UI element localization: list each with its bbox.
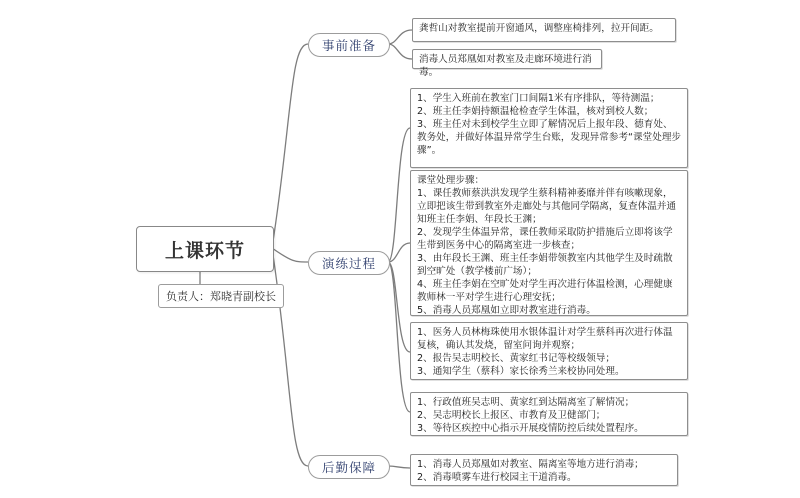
note-line: 3、班主任对未到校学生立即了解情况后上报年段、德育处、教务处，并做好体温异常学生台账，发现异常参考“课堂处理步骤”。 [417,119,682,156]
note-line: 龚哲山对教室提前开窗通风，调整座椅排列，拉开间距。 [419,23,659,34]
note-line: 2、报告吴志明校长、黄家红书记等校级领导； [417,353,615,364]
owner-label [158,284,284,308]
note-line: 5、消毒人员郑凰如立即对教室进行消毒。 [417,305,596,316]
note-prep-ventilation [412,18,676,42]
note-line: 2、吴志明校长上报区、市教育及卫健部门； [417,410,606,421]
note-logistics-disinfection [410,454,678,486]
branch-preparation [308,33,390,57]
note-prep-disinfection [412,49,602,78]
note-line: 1、医务人员林梅珠使用水银体温计对学生蔡科再次进行体温复核，确认其发烧，留室问询并观察； [417,327,673,351]
note-line: 3、等待区疾控中心指示开展疫情防控后续处置程序。 [417,423,644,434]
branch-label: 演练过程 [321,256,376,271]
note-line: 1、行政值班吴志明、黄家红到达隔离室了解情况； [417,397,635,408]
note-line: 消毒人员郑凰如对教室及走廊环境进行消毒。 [419,54,592,78]
note-line: 1、消毒人员郑凰如对教室、隔离室等地方进行消毒； [417,459,644,470]
branch-drill-process [308,251,390,275]
note-line: 4、班主任李娟在空旷处对学生再次进行体温检测，心理健康教师林一平对学生进行心理安抚； [417,279,673,303]
branch-label: 后勤保障 [321,460,376,475]
branch-label: 事前准备 [321,38,376,53]
root-topic [136,226,274,272]
owner-text: 负责人：郑晓青副校长 [166,290,276,303]
branch-logistics [308,455,390,479]
note-line: 课堂处理步骤： [417,175,485,186]
root-title: 上课环节 [164,239,245,262]
note-line: 3、由年段长王渊、班主任李娟带领教室内其他学生及时疏散到空旷处（教学楼前广场）； [417,253,673,277]
note-line: 2、发现学生体温异常，课任教师采取防护措施后立即将该学生带到医务中心的隔离室进一步核查； [417,227,673,251]
note-line: 1、学生入班前在教室门口间隔1米有序排队，等待测温； [417,93,660,104]
note-line: 3、通知学生（蔡科）家长徐秀兰来校协同处理。 [417,366,625,377]
note-line: 2、消毒喷雾车进行校园主干道消毒。 [417,472,577,483]
note-line: 1、课任教师蔡洪洪发现学生蔡科精神萎靡并伴有咳嗽现象，立即把该生带到教室外走廊处与其他同学隔离，复查体温并通知班主任李娟、年段长王渊； [417,188,677,225]
note-drill-entry [410,88,688,168]
note-line: 2、班主任李娟持额温枪检查学生体温，核对到校人数； [417,106,654,117]
note-drill-reporting [410,392,688,436]
note-drill-medical [410,322,688,380]
note-drill-classroom-steps [410,170,688,316]
